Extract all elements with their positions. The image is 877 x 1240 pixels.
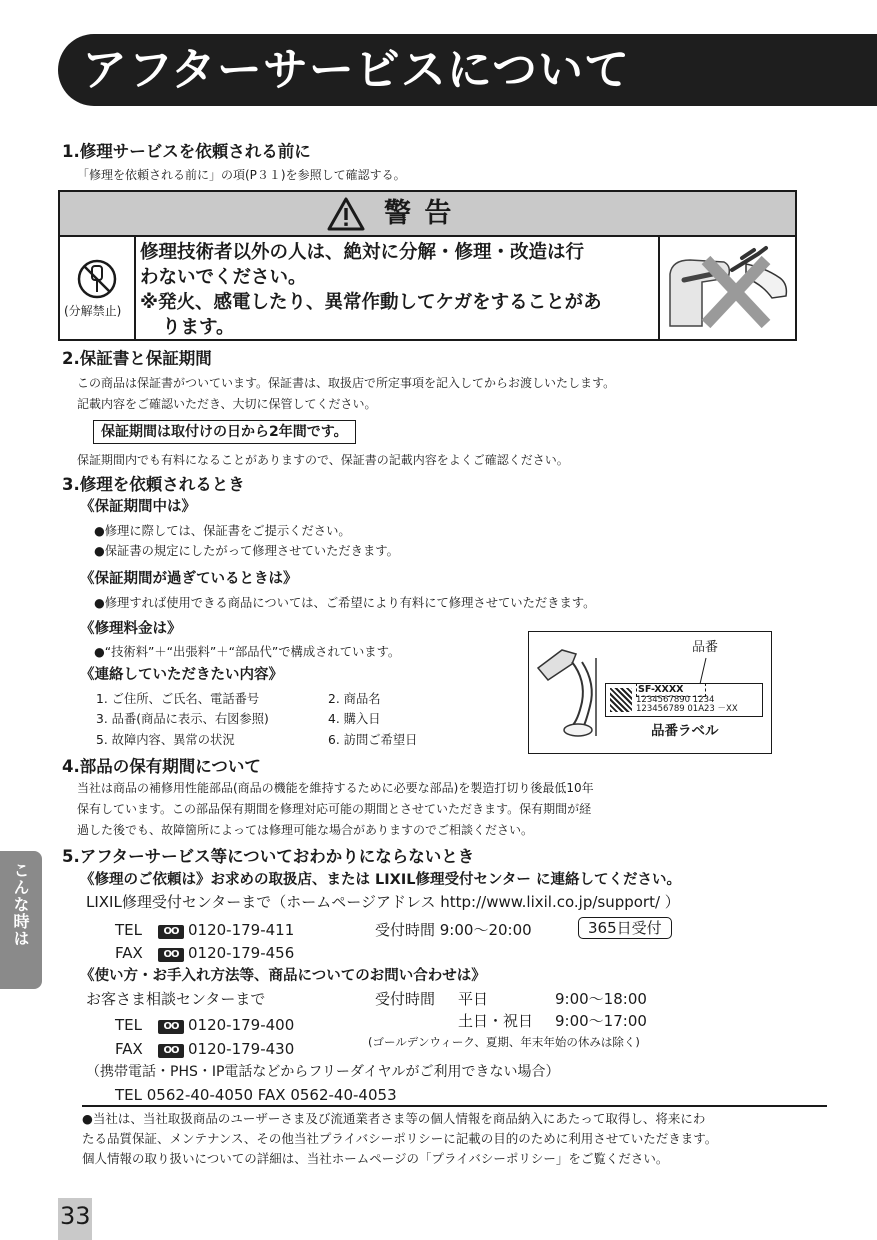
freedial-icon: OO — [158, 925, 184, 939]
hours-label: 受付時間 — [375, 990, 436, 1008]
warning-line-4: ります。 — [162, 317, 235, 338]
section-1-text: 「修理を依頼される前に」の項(P３１)を参照して確認する。 — [77, 168, 406, 182]
weekend-label: 土日・祝日 — [458, 1012, 534, 1030]
warning-line-2: わないでください。 — [140, 267, 307, 288]
weekend-hours: 9:00～17:00 — [555, 1012, 647, 1030]
privacy-line-1: ●当社は、当社取扱商品のユーザーさま及び流通業者さま等の個人情報を商品納入にあたって取得し、将来にわ — [82, 1111, 706, 1126]
tel-label: TEL — [115, 921, 142, 939]
holiday-note: (ゴールデンウィーク、夏期、年末年始の休みは除く) — [368, 1035, 640, 1049]
365-days-badge: 365日受付 — [578, 917, 672, 939]
privacy-line-3: 個人情報の取り扱いについての詳細は、当社ホームページの「プライバシーポリシー」をご覧ください。 — [82, 1151, 669, 1166]
section-2-line-1: この商品は保証書がついています。保証書は、取扱店で所定事項を記入してからお渡しいたします。 — [77, 376, 616, 390]
sub-heading: 《保証期間が過ぎているときは》 — [80, 571, 298, 587]
warning-title: 警 告 — [384, 198, 454, 229]
sub-heading: 《修理料金は》 — [80, 621, 182, 637]
list-item: 5. 故障内容、異常の状況 — [96, 733, 235, 747]
divider — [134, 235, 136, 339]
list-item: 1. ご住所、ご氏名、電話番号 — [96, 692, 260, 706]
privacy-line-2: たる品質保証、メンテナンス、その他当社プライバシーポリシーに記載の目的のために利用させていただきます。 — [82, 1131, 718, 1146]
no-disassembly-icon — [76, 258, 118, 300]
inquiry-heading: 《使い方・お手入れ方法等、商品についてのお問い合わせは》 — [80, 968, 486, 984]
divider — [82, 1105, 827, 1107]
repair-center-line: LIXIL修理受付センターまで（ホームページアドレス http://www.lixil.co.jp/support/ ） — [86, 893, 680, 911]
inquiry-tel-number: 0120-179-400 — [188, 1016, 295, 1034]
section-4-line-2: 保有しています。この部品保有期間を修理対応可能の期間とさせていただきます。保有期間が経 — [77, 802, 592, 816]
repair-fax-number: 0120-179-456 — [188, 944, 295, 962]
bullet-item: ●修理に際しては、保証書をご提示ください。 — [94, 524, 351, 538]
page-title: アフターサービスについて — [82, 43, 630, 96]
fax-label: FAX — [115, 1040, 143, 1058]
list-item: 4. 購入日 — [328, 712, 381, 726]
repair-tel[interactable] — [158, 920, 294, 940]
section-2-heading: 2.保証書と保証期間 — [62, 349, 212, 368]
side-tab-label: こんな時は — [11, 862, 30, 947]
page-number: 33 — [60, 1202, 91, 1230]
alt-contact[interactable]: TEL 0562-40-4050 FAX 0562-40-4053 — [115, 1086, 397, 1104]
freedial-icon: OO — [158, 1020, 184, 1034]
section-2-line-3: 保証期間内でも有料になることがありますので、保証書の記載内容をよくご確認ください。 — [77, 453, 569, 467]
repair-fax[interactable] — [158, 943, 294, 963]
bullet-item: ●修理すれば使用できる商品については、ご希望により有料にて修理させていただきます。 — [94, 596, 596, 610]
inquiry-tel[interactable] — [158, 1015, 294, 1035]
label-line-1: SF-XXXX — [638, 684, 684, 695]
repair-hours: 受付時間 9:00～20:00 — [375, 921, 532, 939]
inquiry-fax[interactable] — [158, 1039, 294, 1059]
sub-heading: 《保証期間中は》 — [80, 499, 196, 515]
barcode-icon — [610, 688, 632, 712]
consultation-center: お客さま相談センターまで — [86, 990, 266, 1008]
fax-label: FAX — [115, 944, 143, 962]
hinban-label: 品番 — [692, 640, 719, 655]
mobile-note: （携帯電話・PHS・IP電話などからフリーダイヤルがご利用できない場合） — [86, 1064, 560, 1080]
toilet-illustration — [532, 640, 612, 750]
warning-line-3: ※発火、感電したり、異常作動してケガをすることがあ — [140, 292, 602, 313]
bullet-item: ●保証書の規定にしたがって修理させていただきます。 — [94, 544, 399, 558]
divider — [658, 235, 660, 339]
section-1-heading: 1.修理サービスを依頼される前に — [62, 142, 311, 161]
section-5-heading: 5.アフターサービス等についておわかりにならないとき — [62, 847, 475, 866]
section-4-heading: 4.部品の保有期間について — [62, 757, 261, 776]
label-caption: 品番ラベル — [651, 723, 719, 739]
warning-triangle-icon — [326, 196, 366, 232]
weekday-hours: 9:00～18:00 — [555, 990, 647, 1008]
list-item: 3. 品番(商品に表示、右図参照) — [96, 712, 269, 726]
label-line-2: 1234567890 1234 — [636, 695, 715, 705]
repair-tel-number: 0120-179-411 — [188, 921, 295, 939]
inquiry-fax-number: 0120-179-430 — [188, 1040, 295, 1058]
repair-request-heading: 《修理のご依頼は》お求めの取扱店、または LIXIL修理受付センター に連絡してください。 — [80, 872, 681, 888]
prohibit-label: (分解禁止) — [64, 304, 122, 318]
warranty-period-box: 保証期間は取付けの日から2年間です。 — [93, 420, 356, 444]
warning-line-1: 修理技術者以外の人は、絶対に分解・修理・改造は行 — [140, 242, 585, 263]
section-3-heading: 3.修理を依頼されるとき — [62, 475, 245, 494]
tel-label: TEL — [115, 1016, 142, 1034]
list-item: 2. 商品名 — [328, 692, 381, 706]
faucet-repair-illustration — [662, 244, 794, 334]
bullet-item: ●“技術料”＋“出張料”＋“部品代”で構成されています。 — [94, 645, 401, 659]
list-item: 6. 訪問ご希望日 — [328, 733, 418, 747]
weekday-label: 平日 — [458, 990, 489, 1008]
section-2-line-2: 記載内容をご確認いただき、大切に保管してください。 — [77, 397, 377, 411]
freedial-icon: OO — [158, 948, 184, 962]
label-line-3: 123456789 01A23 －XX — [636, 704, 738, 714]
freedial-icon: OO — [158, 1044, 184, 1058]
section-4-line-1: 当社は商品の補修用性能部品(商品の機能を維持するために必要な部品)を製造打切り後最低10年 — [77, 781, 594, 795]
section-4-line-3: 過した後でも、故障箇所によっては修理可能な場合がありますのでご相談ください。 — [77, 823, 534, 837]
sub-heading: 《連絡していただきたい内容》 — [80, 667, 283, 683]
